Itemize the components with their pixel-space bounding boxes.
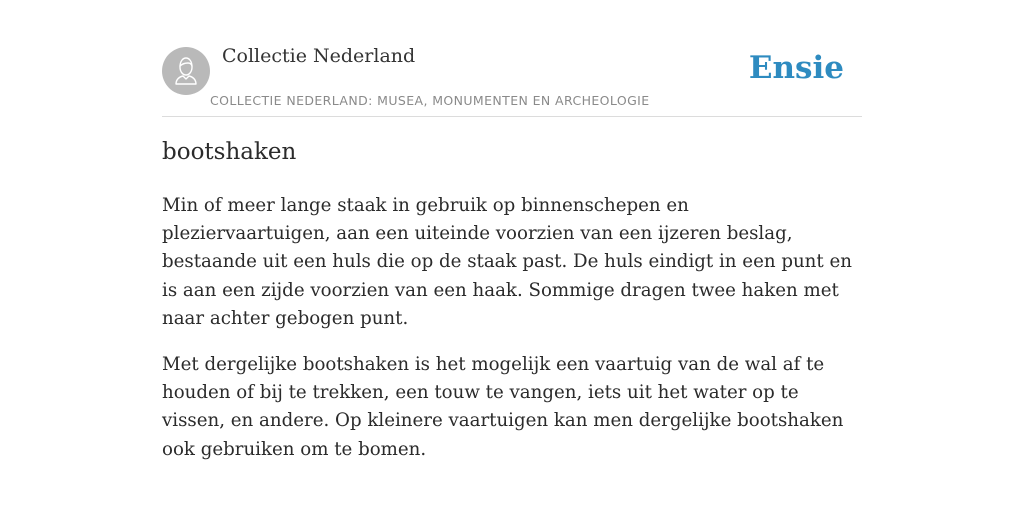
source-subtitle[interactable]: COLLECTIE NEDERLAND: MUSEA, MONUMENTEN EN ARCHEOLOGIE xyxy=(210,93,650,108)
user-placeholder-icon xyxy=(162,47,210,95)
brand-logo[interactable]: Ensie xyxy=(748,50,844,86)
entry-body xyxy=(162,192,862,482)
author-name[interactable]: Collectie Nederland xyxy=(222,45,416,67)
entry-paragraph: Min of meer lange staak in gebruik op binnenschepen en pleziervaartuigen, aan een uiteinde voorzien van een ijzeren beslag, bestaande uit een huls die op de staak past. De huls eindigt in een punt en is aan een zijde voorzien van een haak. Sommige dragen twee haken met naar achter gebogen punt. xyxy=(162,195,852,329)
avatar[interactable] xyxy=(162,47,210,95)
entry-title: bootshaken xyxy=(162,139,297,165)
header xyxy=(162,40,862,117)
entry-paragraph: Met dergelijke bootshaken is het mogelijk een vaartuig van de wal af te houden of bij te trekken, een touw te vangen, iets uit het water op te vissen, en andere. Op kleinere vaartuigen kan men dergelijke bootshaken ook gebruiken om te bomen. xyxy=(162,354,844,460)
